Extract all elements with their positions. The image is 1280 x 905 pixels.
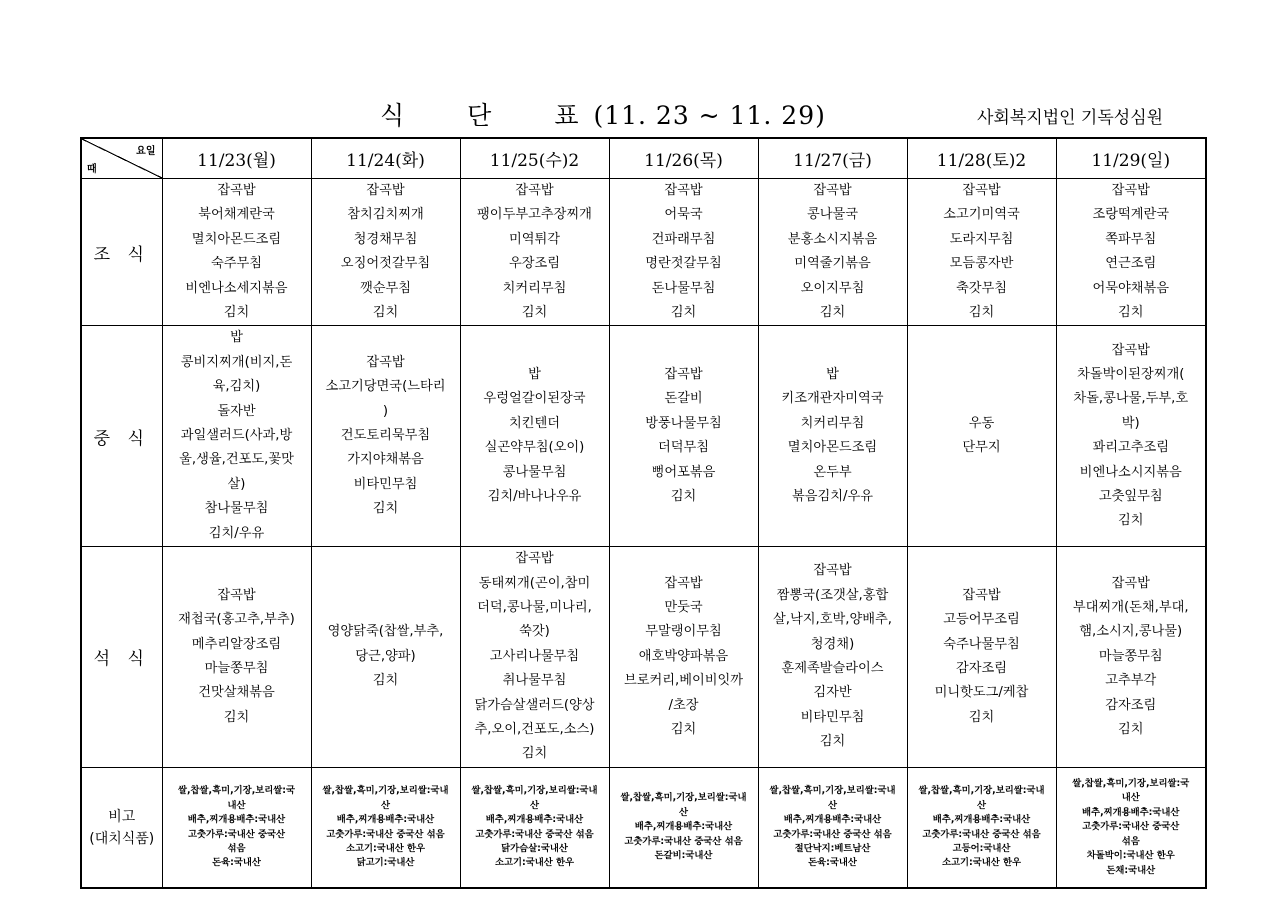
origin-note-line: 쌀,찹쌀,흑미,기장,보리쌀:국내 [918,785,1045,797]
notes-label-line: 비고 [108,808,136,825]
notes-label-line: (대치식품) [89,830,155,847]
menu-item: 김치 [670,721,697,737]
corner-day-label: 요일 [136,146,156,157]
title-date-range: (11. 23 ~ 11. 29) [593,101,826,130]
title-char: 식 [380,101,406,130]
day-header: 11/23(월) [162,138,311,179]
menu-item: 영양닭죽(찹쌀,부추, [327,624,444,640]
menu-item: 밥 [528,367,541,383]
menu-cell [311,547,460,768]
menu-item: 실곤약무침(오이) [484,440,585,456]
menu-item: 쪽파무침 [1105,231,1157,247]
menu-item: 볶음김치/우유 [791,489,874,505]
menu-item: 키조개관자미역국 [781,391,884,407]
menu-cell [758,326,907,547]
menu-item: 차돌박이된장찌개( [1077,367,1185,383]
menu-item: 콩나물국 [806,207,859,223]
menu-item: 짬뽕국(조갯살,홍합 [776,587,889,603]
day-header: 11/24(화) [311,138,460,179]
menu-item: 치커리무침 [502,280,567,296]
menu-item: 도라지무침 [949,231,1014,247]
menu-item: 밥 [826,367,839,383]
menu-cell [460,179,609,326]
menu-cell [907,326,1056,547]
meal-row-breakfast [81,179,1206,326]
menu-item: 김치 [372,501,399,517]
menu-item: 쑥갓) [519,624,550,640]
menu-item: 김치 [1117,305,1144,321]
menu-cell [758,547,907,768]
meal-label: 조 식 [81,179,162,326]
origin-note-line: 소고기:국내산 한우 [494,857,575,869]
origin-note-line: 산 [976,799,986,811]
menu-item: 콩비지찌개(비지,돈 [180,354,293,370]
origin-note-cell [907,767,1056,888]
origin-note-line: 고춧가루:국내산 중국산 [187,828,286,840]
menu-item: 김치 [1117,513,1144,529]
origin-note-line: 고춧가루:국내산 중국산 섞음 [326,828,445,840]
menu-cell [1056,547,1206,768]
meal-row-dinner [81,547,1206,768]
menu-item: 취나물무침 [502,673,567,689]
menu-item: 훈제족발슬라이스 [781,660,884,676]
menu-item: 어묵야채볶음 [1092,280,1170,296]
menu-item: 김자반 [813,685,852,701]
menu-item: 건맛살채볶음 [198,685,275,701]
weekly-menu-table [80,137,1207,889]
menu-item: 온두부 [813,464,852,480]
menu-item: 과일샐러드(사과,방 [180,428,293,444]
menu-item: 고춧잎무침 [1098,489,1163,505]
origin-note-line: 돈육:국내산 [212,857,261,869]
menu-item: 김치 [223,305,250,321]
menu-item: 우렁얼갈이된장국 [483,391,586,407]
origin-note-line: 쌀,찹쌀,흑미,기장,보리쌀:국내 [769,785,896,797]
menu-item: 우장조림 [508,256,561,272]
menu-item: 차돌,콩나물,두부,호 [1073,391,1189,407]
origin-note-line: 돈채:국내산 [1106,864,1156,876]
menu-item: 무말랭이무침 [645,624,722,640]
corner-meal-label: 때 [87,164,97,175]
organization-name: 사회복지법인 기독성심원 [977,108,1164,128]
menu-item: 치커리무침 [800,415,865,431]
menu-item: 김치 [521,746,548,762]
menu-item: 분홍소시지볶음 [787,231,878,247]
menu-cell [460,326,609,547]
day-header-row [81,138,1206,179]
menu-item: 잡곡밥 [217,587,256,603]
origin-note-cell [1056,767,1206,888]
origin-note-line: 배추,찌개용배추:국내산 [1082,806,1180,818]
origin-note-line: 고춧가루:국내산 중국산 섞음 [475,828,594,840]
title-char: 단 [467,101,493,130]
menu-item: 마늘쫑무침 [1098,648,1163,664]
menu-item: 미니핫도그/케찹 [934,685,1029,701]
origin-note-line: 소고기:국내산 한우 [941,857,1022,869]
menu-item: 잡곡밥 [664,367,703,383]
menu-cell [758,179,907,326]
menu-item: 잡곡밥 [962,587,1001,603]
menu-item: 북어채계란국 [198,207,275,223]
origin-note-line: 돈육:국내산 [808,857,857,869]
menu-cell [162,179,311,326]
menu-item: 우동 [968,415,995,431]
origin-note-line: 고춧가루:국내산 중국산 [1082,821,1180,833]
origin-note-line: 고춧가루:국내산 중국산 섞음 [624,835,743,847]
menu-item: 비엔나소시지볶음 [1079,464,1182,480]
menu-item: 참나물무침 [204,501,269,517]
menu-cell [460,547,609,768]
origin-note-line: 절단낙지:베트남산 [794,842,871,854]
menu-item: 미역튀각 [508,231,561,247]
menu-item: 잡곡밥 [217,183,256,198]
origin-note-line: 쌀,찹쌀,흑미,기장,보리쌀:국 [177,785,296,797]
notes-row [81,767,1206,888]
menu-item: 동태찌개(곤이,참미 [478,575,591,591]
origin-note-line: 배추,찌개용배추:국내산 [634,821,733,833]
menu-item: 명란젓갈무침 [645,256,722,272]
origin-note-cell [609,767,758,888]
day-header: 11/25(수)2 [460,138,609,179]
menu-cell [609,547,758,768]
menu-item: 가지야채볶음 [347,452,424,468]
menu-item: 잡곡밥 [962,183,1001,198]
menu-item: 잡곡밥 [515,551,554,567]
menu-item: 잡곡밥 [813,183,852,198]
menu-item: 마늘쫑무침 [204,660,269,676]
origin-note-line: 쌀,찹쌀,흑미,기장,보리쌀:국 [1072,778,1190,790]
menu-item: 부대찌개(돈채,부대, [1072,599,1189,615]
menu-item: 박) [1121,415,1140,431]
day-header: 11/26(목) [609,138,758,179]
menu-item: 숙주나물무침 [943,636,1020,652]
menu-cell [162,547,311,768]
menu-item: 뻥어포볶음 [651,464,716,480]
menu-cell [1056,179,1206,326]
origin-note-line: 내산 [1121,792,1140,804]
menu-item: 김치 [372,305,399,321]
menu-item: ) [382,403,389,419]
menu-item: 조랑떡계란국 [1092,207,1170,223]
menu-item: 육,김치) [212,379,261,395]
origin-note-line: 배추,찌개용배추:국내산 [783,814,882,826]
menu-item: 잡곡밥 [366,183,405,198]
menu-item: 연근조림 [1105,256,1157,272]
menu-item: 소고기당면국(느타리 [325,379,446,395]
origin-note-line: 산 [529,799,539,811]
origin-note-line: 닭고기:국내산 [356,857,415,869]
menu-item: 건파래무침 [651,231,716,247]
menu-item: 김치 [968,305,995,321]
origin-note-line: 섞음 [227,842,246,854]
origin-note-cell [311,767,460,888]
origin-note-line: 고춧가루:국내산 중국산 섞음 [773,828,892,840]
origin-note-line: 산 [827,799,837,811]
title-char: 표 [554,101,580,130]
menu-cell [162,326,311,547]
menu-item: 건도토리묵무침 [340,428,431,444]
menu-item: 모듬콩자반 [949,256,1014,272]
origin-note-cell [460,767,609,888]
origin-note-line: 쌀,찹쌀,흑미,기장,보리쌀:국내 [322,785,449,797]
meal-row-lunch [81,326,1206,547]
origin-note-line: 내산 [227,799,246,811]
menu-item: 잡곡밥 [515,183,554,198]
origin-note-line: 배추,찌개용배추:국내산 [932,814,1031,826]
menu-item: 햄,소시지,콩나물) [1079,624,1183,640]
menu-item: 김치 [968,709,995,725]
menu-item: 김치/바나나우유 [487,489,582,505]
origin-note-line: 고춧가루:국내산 중국산 섞음 [922,828,1041,840]
menu-cell [1056,326,1206,547]
menu-item: 브로커리,베이비잇까 [623,673,744,689]
menu-item: 애호박양파볶음 [638,648,729,664]
menu-item: 잡곡밥 [1111,575,1150,591]
menu-item: 만둣국 [664,599,703,615]
menu-item: 더덕무침 [657,440,710,456]
menu-item: 김치 [819,734,846,750]
menu-item: 잡곡밥 [664,183,703,198]
menu-item: 잡곡밥 [1111,342,1150,358]
menu-item: 김치 [1117,721,1144,737]
day-header: 11/28(토)2 [907,138,1056,179]
menu-item: 참치김치찌개 [347,207,424,223]
origin-note-line: 배추,찌개용배추:국내산 [336,814,435,826]
menu-item: 닭가슴살샐러드(양상 [474,697,595,713]
origin-note-line: 섞음 [1121,835,1140,847]
menu-item: 소고기미역국 [943,207,1020,223]
menu-item: 고사리나물무침 [489,648,580,664]
menu-cell [311,326,460,547]
menu-item: 추,오이,건포도,소스) [474,721,595,737]
menu-item: 미역줄기볶음 [794,256,871,272]
menu-item: 방풍나물무침 [645,415,722,431]
origin-note-cell [758,767,907,888]
menu-item: 메추리알장조림 [191,636,282,652]
notes-label [81,767,162,888]
menu-item: 축갓무침 [955,280,1008,296]
menu-item: 비타민무침 [353,476,418,492]
menu-item: 잡곡밥 [813,563,852,579]
menu-item: 잡곡밥 [664,575,703,591]
origin-note-line: 산 [380,799,390,811]
day-header: 11/29(일) [1056,138,1206,179]
menu-item: 당근,양파) [355,648,416,664]
origin-note-line: 쌀,찹쌀,흑미,기장,보리쌀:국내 [471,785,598,797]
menu-cell [311,179,460,326]
menu-item: 김치 [372,673,399,689]
menu-item: 오이지무침 [800,280,865,296]
menu-item: 꽈리고추조림 [1092,440,1170,456]
menu-cell [907,179,1056,326]
menu-item: 김치 [819,305,846,321]
menu-item: 깻순무침 [359,280,412,296]
menu-item: 김치 [670,489,697,505]
origin-note-line: 고등어:국내산 [952,842,1011,854]
menu-item: 울,생율,건포도,꽃맛 [179,452,294,468]
origin-note-line: 산 [678,806,688,818]
menu-cell [609,179,758,326]
meal-label: 중 식 [81,326,162,547]
menu-item: 잡곡밥 [366,354,405,370]
menu-item: 치킨텐더 [508,415,561,431]
menu-item: 감자조림 [1105,697,1157,713]
menu-item: 감자조림 [955,660,1008,676]
origin-note-line: 돈갈비:국내산 [654,850,713,862]
menu-cell [609,326,758,547]
menu-item: 고추부각 [1105,673,1157,689]
corner-cell [81,138,162,179]
menu-item: 청경채) [810,636,855,652]
menu-item: 돈나물무침 [651,280,716,296]
menu-item: 단무지 [962,440,1001,456]
menu-item: 잡곡밥 [1111,183,1150,198]
day-header: 11/27(금) [758,138,907,179]
menu-item: 김치 [670,305,697,321]
menu-item: 돌자반 [217,403,256,419]
menu-item: 청경채무침 [353,231,418,247]
menu-item: 재첩국(홍고추,부추) [178,612,295,628]
menu-item: 살) [227,476,246,492]
menu-item: 멸치아몬드조림 [191,231,282,247]
menu-item: /초장 [668,697,699,713]
menu-item: 밥 [230,330,243,346]
menu-item: 김치 [521,305,548,321]
menu-item: 고등어무조림 [943,612,1020,628]
menu-item: 돈갈비 [664,391,703,407]
menu-item: 비타민무침 [800,709,865,725]
menu-item: 비엔나소세지볶음 [185,280,288,296]
menu-item: 콩나물무침 [502,464,567,480]
menu-item: 어묵국 [664,207,703,223]
meal-label: 석 식 [81,547,162,768]
menu-item: 더덕,콩나물,미나리, [477,599,592,615]
origin-note-line: 차돌박이:국내산 한우 [1086,850,1175,862]
menu-item: 김치/우유 [208,525,265,541]
menu-item: 오징어젓갈무침 [340,256,431,272]
menu-cell [907,547,1056,768]
menu-item: 살,낙지,호박,양배추, [773,612,892,628]
menu-item: 숙주무침 [210,256,263,272]
origin-note-cell [162,767,311,888]
origin-note-line: 배추,찌개용배추:국내산 [485,814,584,826]
menu-title [380,96,826,132]
origin-note-line: 쌀,찹쌀,흑미,기장,보리쌀:국내 [620,792,747,804]
menu-item: 팽이두부고추장찌개 [477,207,592,223]
origin-note-line: 닭가슴살:국내산 [501,842,568,854]
origin-note-line: 소고기:국내산 한우 [345,842,426,854]
origin-note-line: 배추,찌개용배추:국내산 [187,814,286,826]
menu-item: 김치 [223,709,250,725]
menu-item: 멸치아몬드조림 [787,440,878,456]
